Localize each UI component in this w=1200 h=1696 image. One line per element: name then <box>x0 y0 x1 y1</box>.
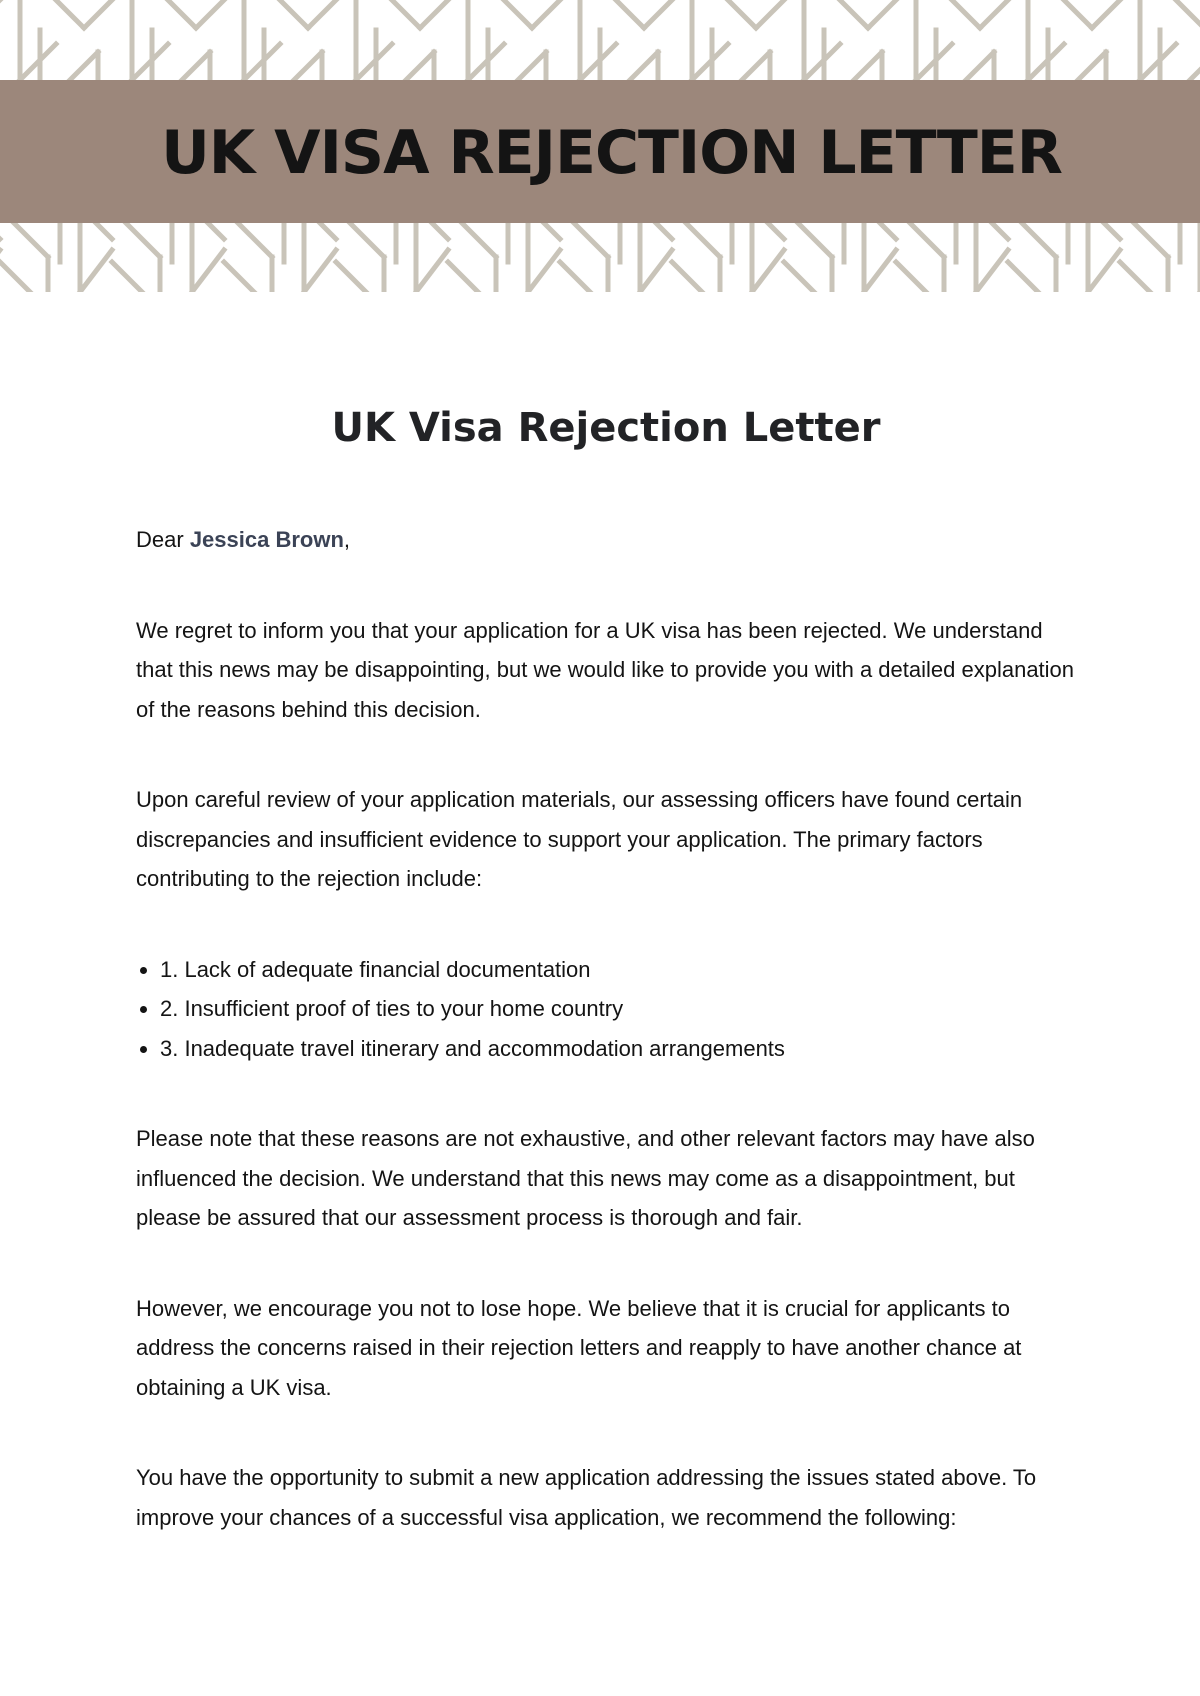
letter-title: UK Visa Rejection Letter <box>331 405 881 451</box>
list-item: • 2. Insufficient proof of ties to your home country <box>160 989 1076 1029</box>
salutation-comma: , <box>343 527 351 552</box>
list-item: • 3. Inadequate travel itinerary and accommodation arrangements <box>160 1029 1076 1069</box>
banner-title: UK VISA REJECTION LETTER <box>161 118 1062 188</box>
recipient-name: Jessica Brown <box>189 527 344 552</box>
list-item: • 1. Lack of adequate financial documentation <box>160 950 1076 990</box>
paragraph-rejection-notice: We regret to inform you that your application for a UK visa has been rejected. We understand that this news may be disappointing, but we would like to provide you with a detailed explanation of the reasons behind this decision. <box>136 617 1075 722</box>
salutation-prefix: Dear <box>136 527 184 552</box>
salutation <box>136 520 1076 560</box>
rejection-reasons-list <box>136 950 1076 1069</box>
paragraph-encouragement: However, we encourage you not to lose hope. We believe that it is crucial for applicants to address the concerns raised in their rejection letters and reapply to have another chance at obtaining a UK visa. <box>136 1295 1022 1400</box>
paragraph-reapply: You have the opportunity to submit a new application addressing the issues stated above. To improve your chances of a successful visa application, we recommend the following: <box>136 1465 1037 1530</box>
letter-body <box>136 400 1076 1588</box>
letter-header <box>0 0 1200 292</box>
paragraph-not-exhaustive: Please note that these reasons are not exhaustive, and other relevant factors may have also influenced the decision. We understand that this news may come as a disappointment, but please be assured that our assessment process is thorough and fair. <box>136 1126 1035 1230</box>
paragraph-review-findings: Upon careful review of your application materials, our assessing officers have found certain discrepancies and insufficient evidence to support your application. The primary factors contributing to the rejection include: <box>136 787 1023 891</box>
